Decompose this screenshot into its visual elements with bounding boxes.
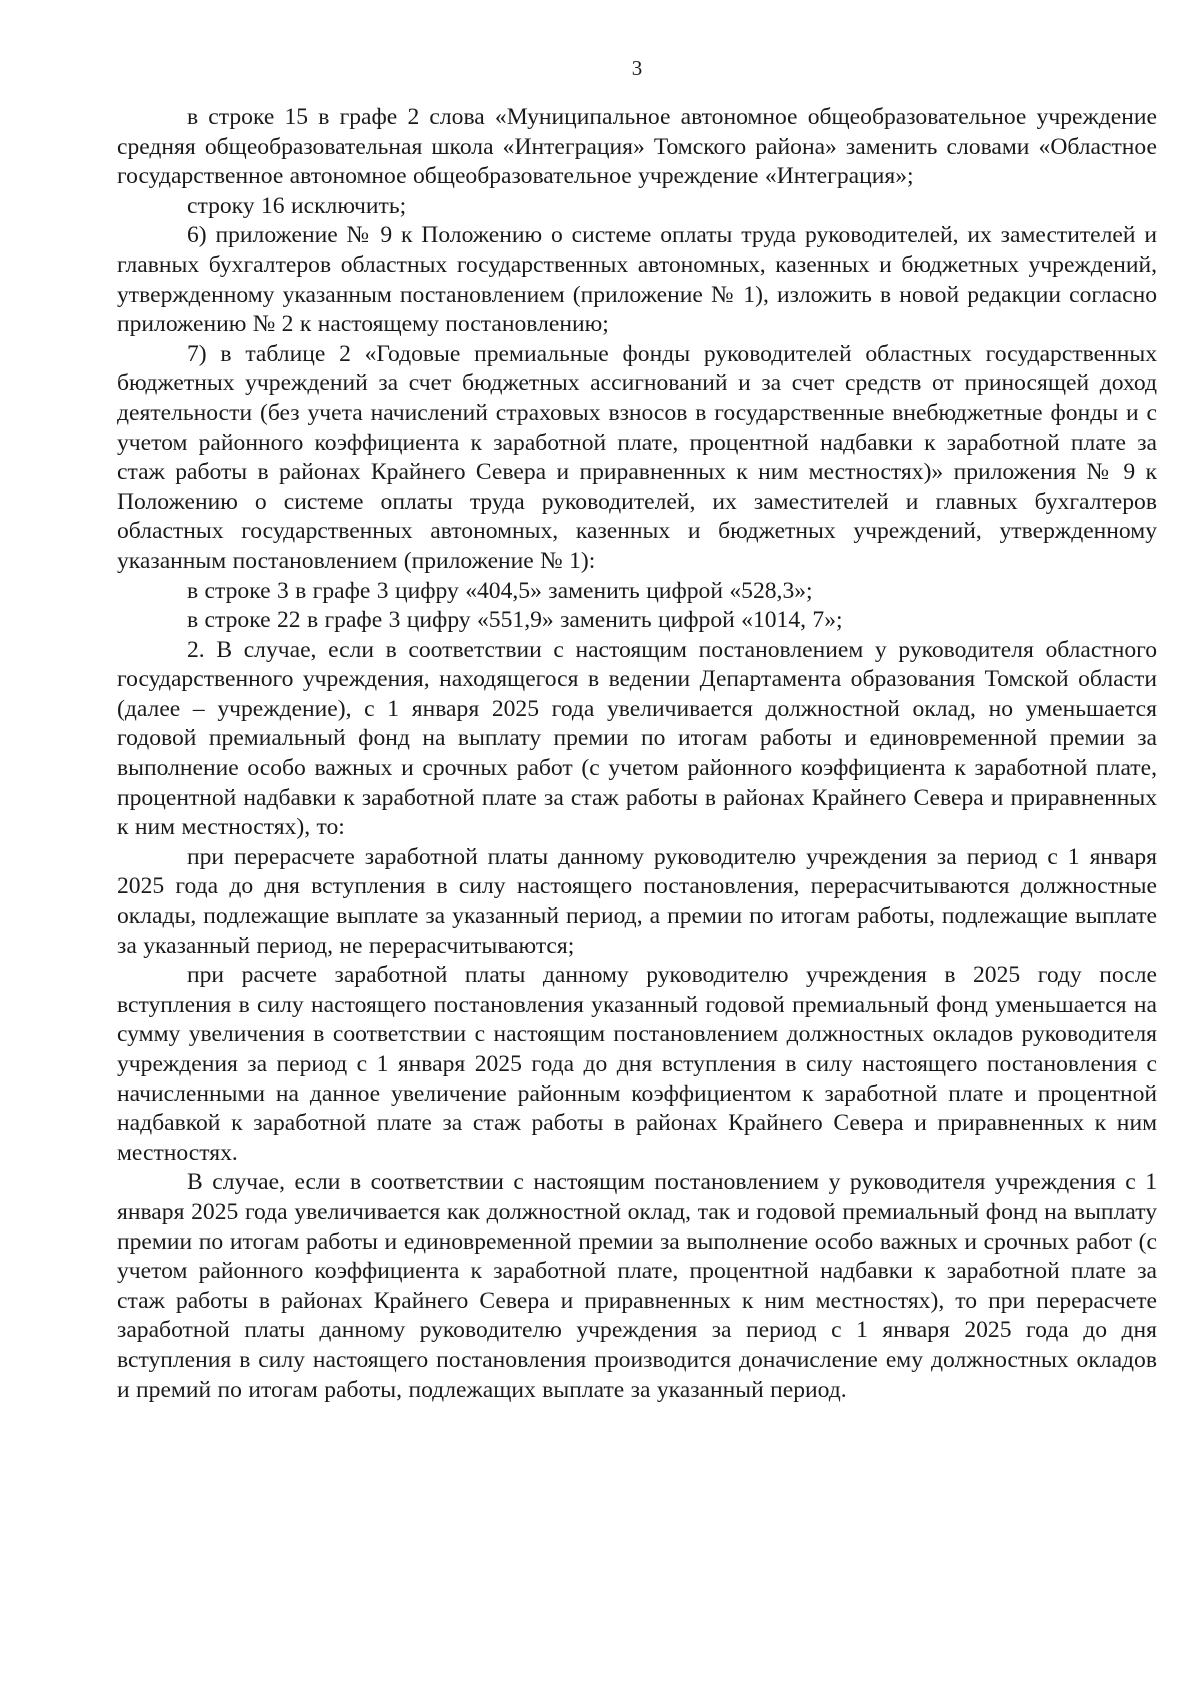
- paragraph-item-7: 7) в таблице 2 «Годовые премиальные фонды руководителей областных государственных бюджетных учреждений за счет бюджетных ассигнований и за счет средств от приносящей доход деятельности (без учета начислений страховых взносов в государственные внебюджетные фонды и с учетом районного коэффициента к заработной плате, процентной надбавки к заработной плате за стаж работы в районах Крайнего Севера и приравненных к ним местностях)» приложения № 9 к Положению о системе оплаты труда руководителей, их заместителей и главных бухгалтеров областных государственных автономных, казенных и бюджетных учреждений, утвержденному указанным постановлением (приложение № 1):: [117, 340, 1157, 574]
- page-number: 3: [631, 56, 643, 80]
- paragraph-section-2: 2. В случае, если в соответствии с настоящим постановлением у руководителя областного государственного учреждения, находящегося в ведении Департамента образования Томской области (далее – учреждение), с 1 января 2025 года увеличивается должностной оклад, но уменьшается годовой премиальный фонд на выплату премии по итогам работы и единовременной премии за выполнение особо важных и срочных работ (с учетом районного коэффициента к заработной плате, процентной надбавки к заработной плате за стаж работы в районах Крайнего Севера и приравненных к ним местностях), то:: [117, 636, 1157, 841]
- paragraph-increase-case: В случае, если в соответствии с настоящим постановлением у руководителя учреждения с 1 января 2025 года увеличивается как должностной оклад, так и годовой премиальный фонд на выплату премии по итогам работы и единовременной премии за выполнение особо важных и срочных работ (с учетом районного коэффициента к заработной плате, процентной надбавки к заработной плате за стаж работы в районах Крайнего Севера и приравненных к ним местностях), то при перерасчете заработной платы данному руководителю учреждения за период с 1 января 2025 года до дня вступления в силу настоящего постановления производится доначисление ему должностных окладов и премий по итогам работы, подлежащих выплате за указанный период.: [117, 1169, 1157, 1403]
- paragraph-row-22-replacement: в строке 22 в графе 3 цифру «551,9» заменить цифрой «1014, 7»;: [187, 607, 843, 634]
- paragraph-item-6: 6) приложение № 9 к Положению о системе оплаты труда руководителей, их заместителей и главных бухгалтеров областных государственных автономных, казенных и бюджетных учреждений, утвержденному указанным постановлением (приложение № 1), изложить в новой редакции согласно приложению № 2 к настоящему постановлению;: [117, 222, 1157, 338]
- paragraph-recalculation: при перерасчете заработной платы данному руководителю учреждения за период с 1 января 2025 года до дня вступления в силу настоящего постановления, перерасчитываются должностные оклады, подлежащие выплате за указанный период, а премии по итогам работы, подлежащие выплате за указанный период, не перерасчитываются;: [117, 843, 1157, 959]
- document-body: [117, 103, 1157, 1405]
- paragraph-row-3-replacement: в строке 3 в графе 3 цифру «404,5» заменить цифрой «528,3»;: [187, 577, 813, 604]
- paragraph-calculation-2025: при расчете заработной платы данному руководителю учреждения в 2025 году после вступления в силу настоящего постановления указанный годовой премиальный фонд уменьшается на сумму увеличения в соответствии с настоящим постановлением должностных окладов руководителя учреждения за период с 1 января 2025 года до дня вступления в силу настоящего постановления с начисленными на данное увеличение районным коэффициентом к заработной плате и процентной надбавкой к заработной плате за стаж работы в районах Крайнего Севера и приравненных к ним местностях.: [117, 962, 1157, 1166]
- paragraph-row-16-exclude: строку 16 исключить;: [187, 192, 407, 219]
- paragraph-row-15-replacement: в строке 15 в графе 2 слова «Муниципальное автономное общеобразовательное учреждение средняя общеобразовательная школа «Интеграция» Томского района» заменить словами «Областное государственное автономное общеобразовательное учреждение «Интеграция»;: [117, 104, 1157, 190]
